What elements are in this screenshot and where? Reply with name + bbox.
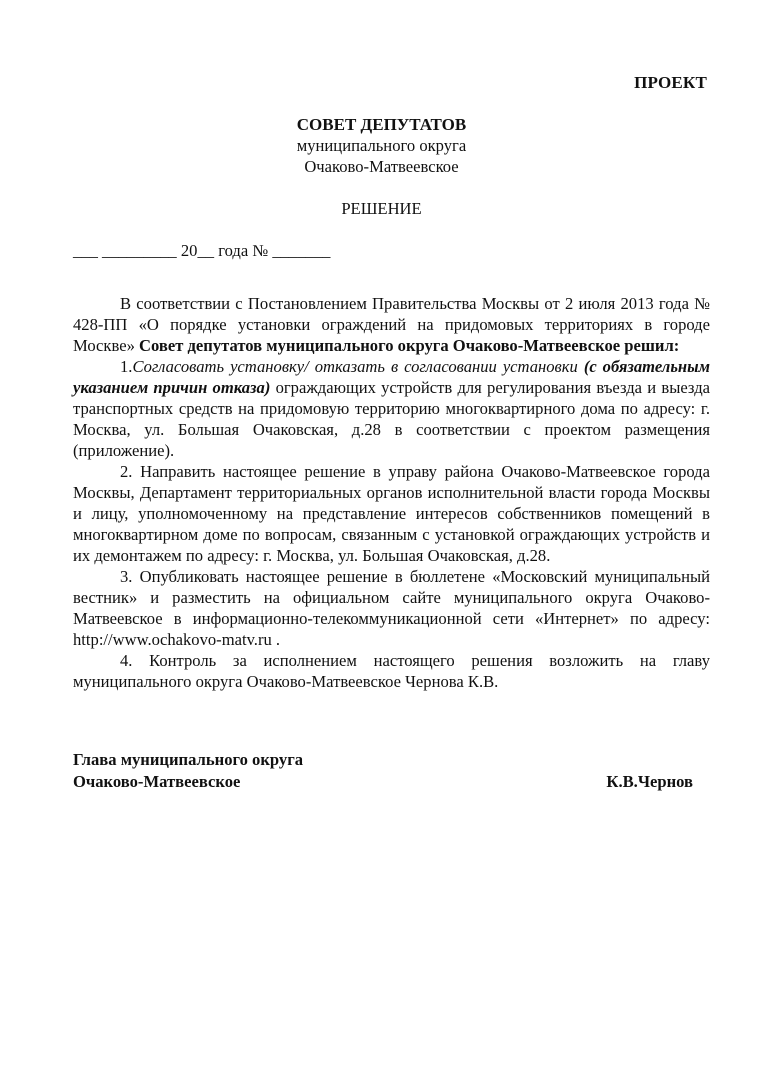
preamble-resolution: Совет депутатов муниципального округа Очаково-Матвеевское решил: (139, 336, 680, 355)
preamble-text: В соответствии с Постановлением Правительства Москвы от 2 июля 2013 года № 428-ПП «О порядке установки ограждений на придомовых территориях в городе Москве» (73, 294, 710, 355)
preamble-paragraph (73, 293, 710, 356)
draft-mark: ПРОЕКТ (634, 73, 707, 92)
item-1-option: Согласовать установку/ отказать в согласовании установки (132, 357, 584, 376)
item-3: 3. Опубликовать настоящее решение в бюллетене «Московский муниципальный вестник» и разместить на официальном сайте муниципального округа Очаково-Матвеевское в информационно-телекоммуникационной сети «Интернет» по адресу: http://www.ochakovo-matv.ru . (73, 567, 710, 649)
district-name: Очаково-Матвеевское (304, 157, 459, 176)
item-1-number: 1. (120, 357, 133, 376)
decision-label: РЕШЕНИЕ (341, 199, 422, 218)
signer-title-line1: Глава муниципального округа (73, 750, 304, 769)
item-1-text: ограждающих устройств для регулирования въезда и выезда транспортных средств на придомовую территорию многоквартирного дома по адресу: г. Москва, ул. Большая Очаковская, д.28 в соответствии с проектом размещения (приложение). (73, 378, 710, 460)
item-1 (73, 356, 710, 461)
item-1-note: (с обязательным указанием причин отказа) (73, 357, 711, 397)
signer-name: К.В.Чернов (606, 772, 693, 791)
item-4: 4. Контроль за исполнением настоящего решения возложить на главу муниципального округа Очаково-Матвеевское Чернова К.В. (73, 651, 710, 691)
district-line: муниципального округа (296, 136, 467, 155)
document-header (0, 114, 763, 177)
date-number-line: ___ _________ 20__ года № _______ (73, 241, 331, 260)
signature-block (73, 749, 693, 793)
signer-title-line2: Очаково-Матвеевское (73, 772, 241, 791)
item-2: 2. Направить настоящее решение в управу района Очаково-Матвеевское города Москвы, Департамент территориальных органов исполнительной власти города Москвы и лицу, уполномоченному на представление интересов собственников помещений в многоквартирном доме по вопросам, связанным с установкой ограждающих устройств и их демонтажем по адресу: г. Москва, ул. Большая Очаковская, д.28. (73, 462, 710, 565)
council-title: СОВЕТ ДЕПУТАТОВ (296, 115, 467, 134)
document-body (73, 293, 710, 692)
signature-row (73, 771, 693, 793)
